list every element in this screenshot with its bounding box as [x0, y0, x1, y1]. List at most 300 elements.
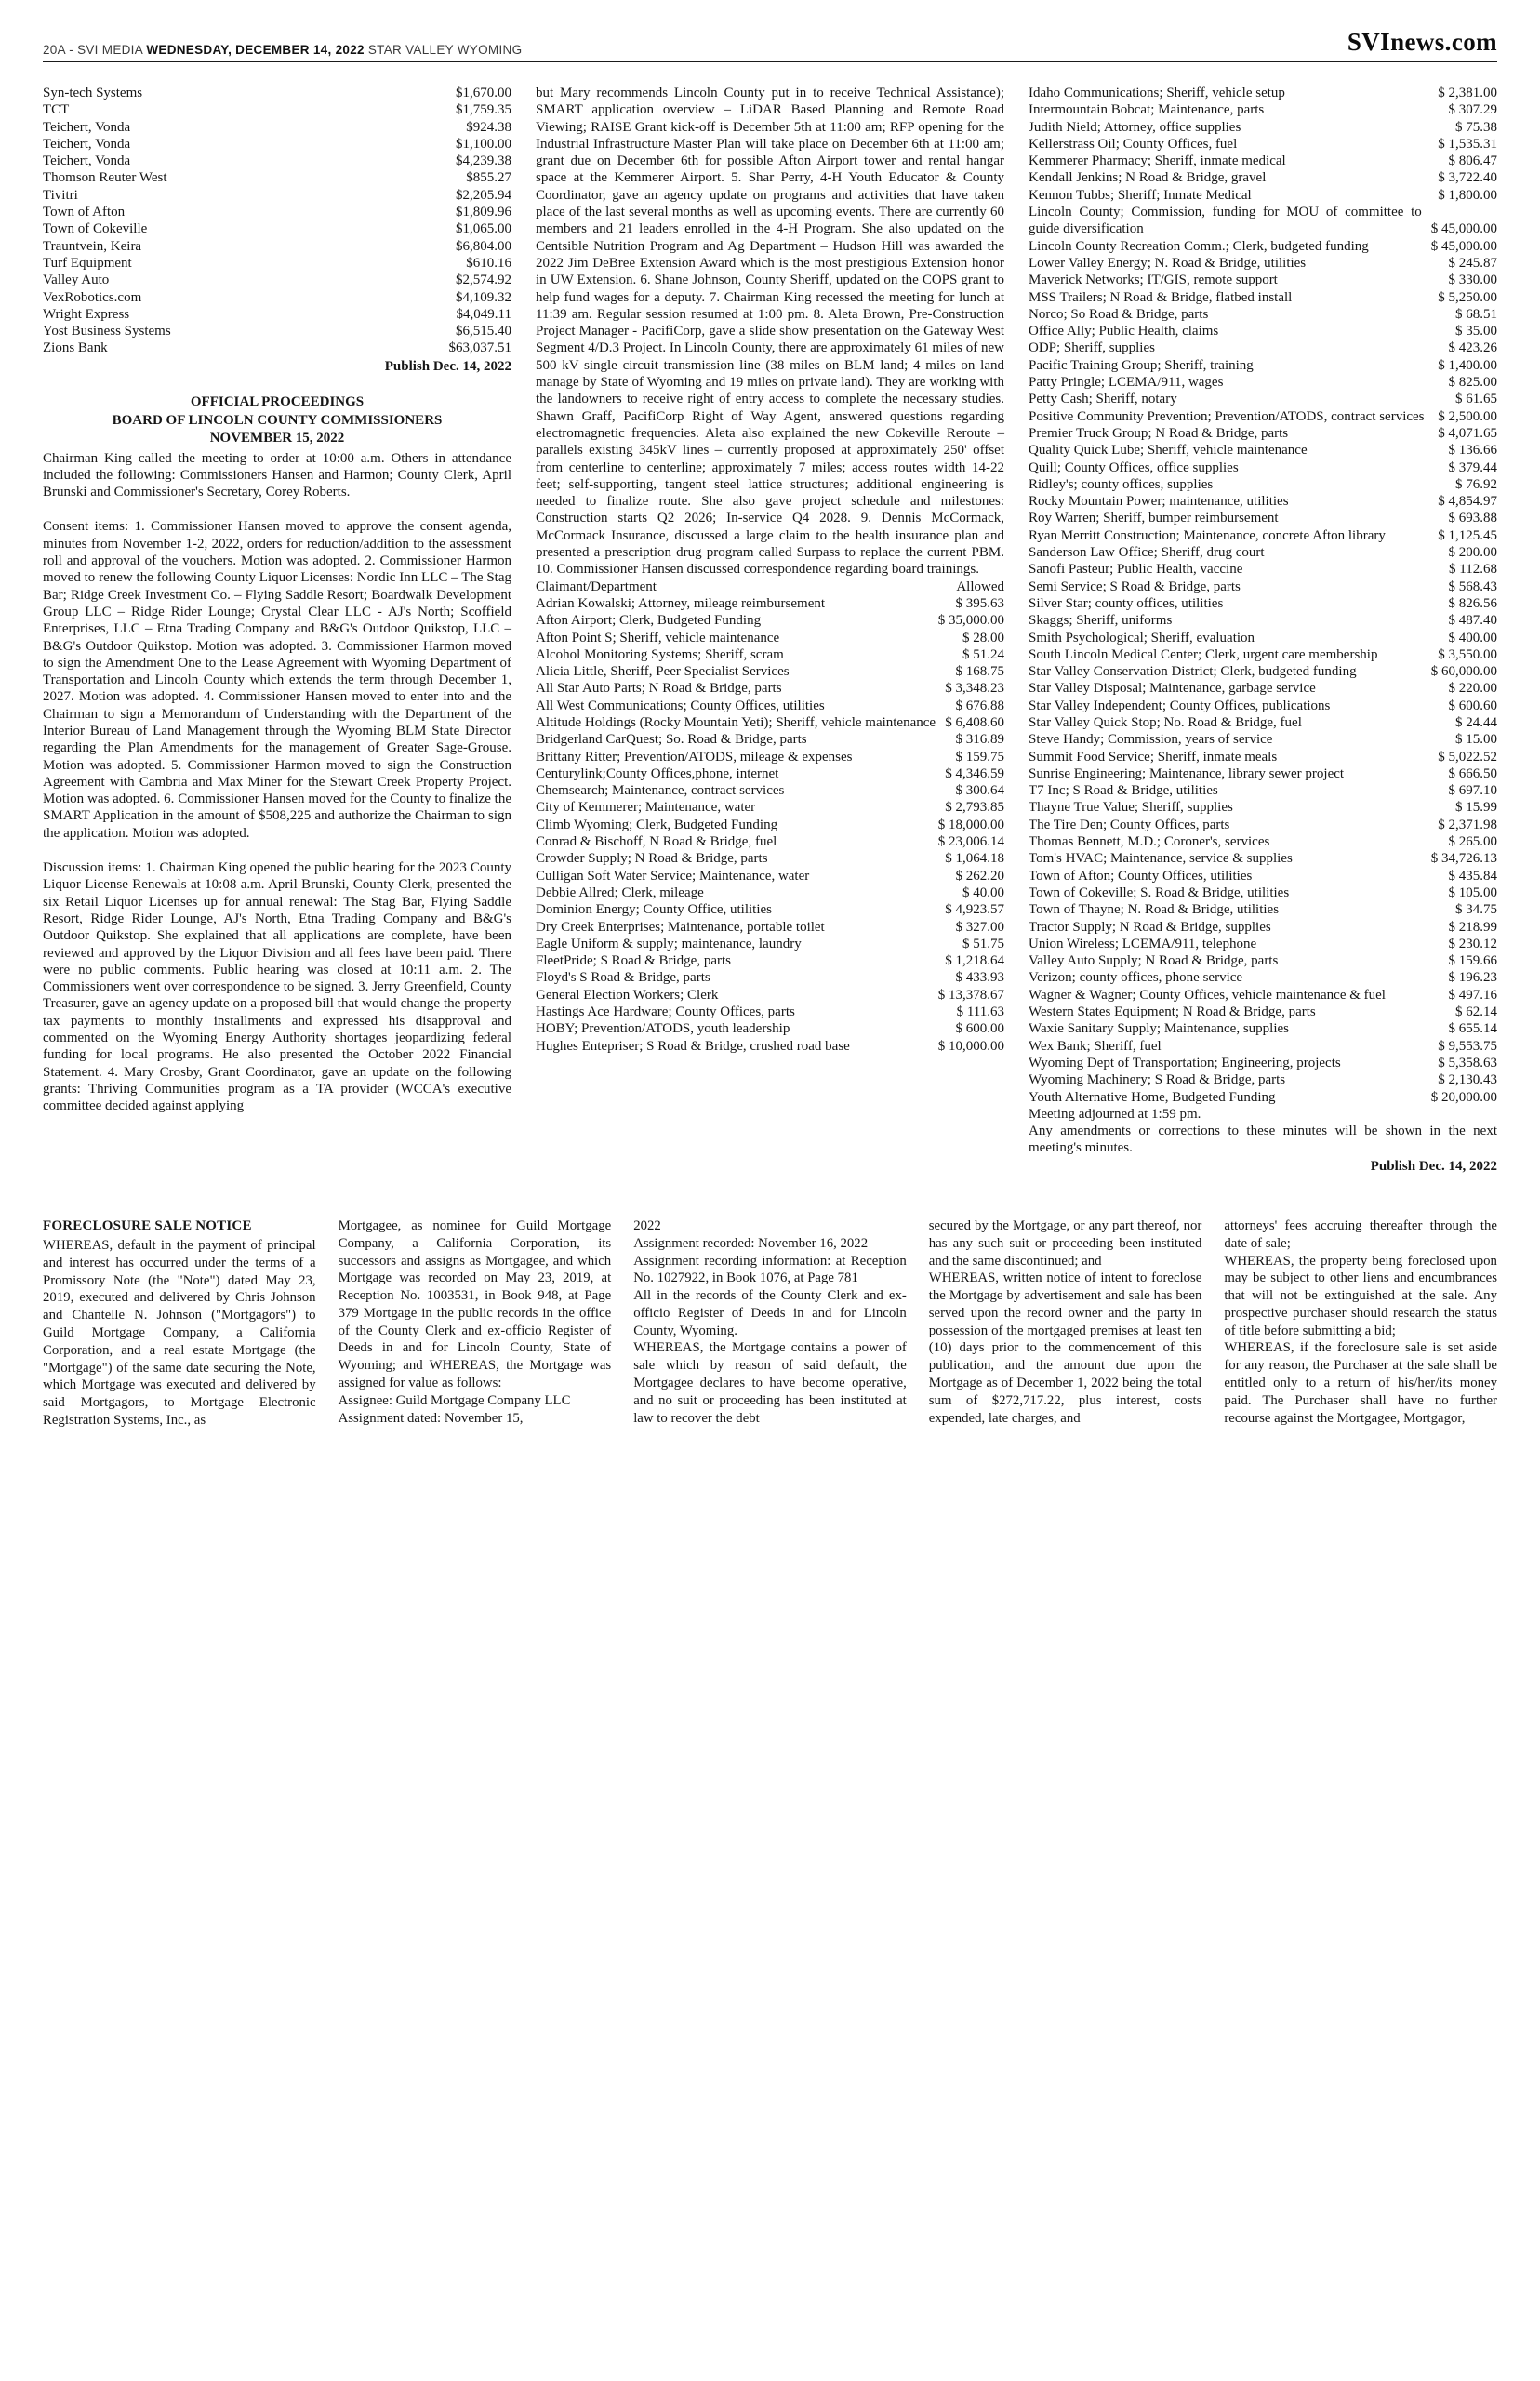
proceedings-heading-2: BOARD OF LINCOLN COUNTY COMMISSIONERS	[112, 412, 443, 428]
claim-row	[1029, 799, 1497, 816]
claim-amount: $ 105.00	[1448, 885, 1497, 900]
claim-row	[536, 646, 1004, 663]
claim-amount: $ 15.00	[1455, 732, 1497, 748]
claimant-name: The Tire Den; County Offices, parts	[1029, 817, 1230, 832]
claimant-name: Chemsearch; Maintenance, contract services	[536, 783, 785, 799]
claim-amount: $ 6,408.60	[945, 714, 1004, 730]
claimant-name: Premier Truck Group; N Road & Bridge, parts	[1029, 425, 1289, 441]
claim-row	[536, 817, 1004, 833]
payee-name: Zions Bank	[43, 340, 108, 356]
foreclosure-col-5	[1224, 1217, 1497, 1430]
claim-amount: $ 230.12	[1448, 936, 1497, 951]
payment-row	[43, 169, 511, 186]
publish-date: Publish Dec. 14, 2022	[384, 358, 511, 374]
foreclosure-paragraph: 2022	[633, 1218, 661, 1233]
claimant-name: General Election Workers; Clerk	[536, 987, 719, 1003]
claim-amount: $ 4,346.59	[945, 765, 1004, 781]
claim-amount: $ 24.44	[1455, 714, 1497, 730]
claim-row	[1029, 169, 1497, 186]
claim-amount: $ 262.20	[955, 868, 1004, 884]
claim-row	[536, 799, 1004, 816]
claimant-name: Floyd's S Road & Bridge, parts	[536, 970, 710, 986]
payment-row	[43, 339, 511, 356]
payment-row	[43, 323, 511, 339]
claim-row	[536, 901, 1004, 918]
claimant-name: Maverick Networks; IT/GIS, remote support	[1029, 273, 1278, 288]
payment-row	[43, 85, 511, 101]
payee-name: Valley Auto	[43, 273, 110, 288]
claim-amount: $ 20,000.00	[1430, 1089, 1497, 1105]
consent-items-paragraph: Consent items: 1. Commissioner Hansen moved to approve the consent agenda, minutes from November 1-2, 2022, orders for reduction/addition to the assessment roll and approval of the vouchers. Motion was adopted. 2. Commissioner Harmon moved to renew the following County Liquor Licenses: Nordic Inn LLC – The Stag Bar; Ridge Creek Investment Co. – Flying Saddle Resort; Boardwalk Development Group LLC – Ridge Rider Lounge; Crystal Clear LLC - AJ's North; Scoffield Enterprises, LLC – Etna Trading Company and B&G's Outdoor Quikstop, LLC – B&G's Outdoor Quikstop. Motion was adopted. 3. Commissioner Harmon moved to sign the Amendment One to the Lease Agreement with Wyoming Department of Transportation and Lincoln County which extends the term through December 1, 2027. Motion was adopted. 4. Commissioner Hansen moved to enter into and the Chairman to sign a Memorandum of Understanding with the Department of the Interior Bureau of Land Management through the Wyoming BLM State Director regarding the Plan Amendments for the management of Greater Sage-Grouse. Motion was adopted. 5. Commissioner Harmon moved to sign the Construction Agreement with Cambria and Max Miner for the Stewart Creek Property Project. Motion was adopted. 6. Commissioner Hansen moved for the County to finalize the SMART Application in the amount of $508,225 and authorize the Chairman to sign the application. Motion was adopted.	[43, 519, 511, 841]
claimant-name: Petty Cash; Sheriff, notary	[1029, 392, 1177, 407]
adjournment-line: Meeting adjourned at 1:59 pm.	[1029, 1106, 1201, 1122]
claim-row	[536, 969, 1004, 986]
claim-amount: $ 40.00	[962, 885, 1004, 900]
claimant-name: Quill; County Offices, office supplies	[1029, 459, 1239, 475]
payment-amount: $4,239.38	[456, 153, 511, 169]
payment-amount: $2,574.92	[456, 273, 511, 288]
claims-list-a	[536, 595, 1004, 1055]
claim-row	[1029, 527, 1497, 544]
claim-amount: $ 300.64	[955, 783, 1004, 799]
discussion-items-paragraph: Discussion items: 1. Chairman King opened the public hearing for the 2023 County Liquor License Renewals at 10:08 a.m. April Brunski, County Clerk, presented the six Retail Liquor Licenses up for annual renewal: The Stag Bar, Flying Saddle Resort, Ridge Rider Lounge, AJ's North, Etna Trading Company and B&G's Outdoor Quikstop. She explained that all applications are complete, have been reviewed and approved by the Liquor Division and all fees have been paid. There were no public comments. Public hearing was closed at 10:11 a.m. 2. The Commissioners went over correspondence to be signed. 3. Jerry Greenfield, County Treasurer, gave an agency update on a proposed bill that would change the property tax payments to monthly installments and expressed his disapproval and commented on the Wyoming Energy Authority shortages jeopardizing federal funding for local programs. He also presented the October 2022 Financial Statement. 4. Mary Crosby, Grant Coordinator, gave an update on the following grants: Thriving Communities program as a TA provider (WCCA's executive committee decided against applying	[43, 860, 511, 1114]
payee-name: TCT	[43, 102, 70, 118]
claim-row	[1029, 85, 1497, 101]
claimant-name: Thomas Bennett, M.D.; Coroner's, services	[1029, 834, 1270, 850]
claim-amount: $ 13,378.67	[937, 987, 1004, 1003]
claim-amount: $ 600.60	[1448, 698, 1497, 713]
payee-name: Teichert, Vonda	[43, 119, 131, 135]
payment-row	[43, 306, 511, 323]
claim-row	[1029, 680, 1497, 697]
claimant-name: Quality Quick Lube; Sheriff, vehicle maintenance	[1029, 443, 1308, 459]
claim-row	[1029, 544, 1497, 561]
foreclosure-paragraph: Mortgagee, as nominee for Guild Mortgage Company, a California Corporation, its successors and assigns as Mortgagee, and which Mortgage was recorded on May 23, 2019, at Reception No. 1003531, in Book 948, at Page 379 Mortgage in the public records in the office of the County Clerk and ex-officio Register of Deeds in and for Lincoln County, State of Wyoming; and WHEREAS, the Mortgage was assigned for value as follows:	[338, 1218, 612, 1391]
foreclosure-paragraph: WHEREAS, written notice of intent to foreclose the Mortgage by advertisement and sale has been served upon the record owner and the party in possession of the mortgaged premises at least ten (10) days prior to the commencement of this publication, and the amount due upon the Mortgage as of December 1, 2022 being the total sum of $272,717.22, plus interest, costs expended, late charges, and	[928, 1270, 1202, 1426]
claimant-name: Town of Thayne; N. Road & Bridge, utilities	[1029, 902, 1280, 918]
payee-name: Wright Express	[43, 306, 130, 322]
claim-row	[1029, 408, 1497, 425]
claim-amount: $ 826.56	[1448, 595, 1497, 611]
claim-amount: $ 2,793.85	[945, 800, 1004, 816]
claim-amount: $ 487.40	[1448, 613, 1497, 629]
claimant-name: Kennon Tubbs; Sheriff; Inmate Medical	[1029, 187, 1252, 203]
payment-amount: $1,809.96	[456, 205, 511, 220]
claim-amount: $ 825.00	[1448, 375, 1497, 391]
claim-row	[1029, 204, 1497, 238]
claim-row	[1029, 595, 1497, 612]
claim-amount: $ 400.00	[1448, 630, 1497, 645]
payment-amount: $4,109.32	[456, 289, 511, 305]
claim-amount: $ 316.89	[955, 732, 1004, 748]
foreclosure-paragraph: WHEREAS, default in the payment of principal and interest has occurred under the terms of a Promissory Note (the "Note") dated May 23, 2019, executed and delivered by Chris Johnson and Chantelle N. Johnson ("Mortgagors") to Guild Mortgage Company, a California Corporation, and a real estate Mortgage (the "Mortgage") of the same date securing the Note, which Mortgage was executed and delivered by said Mortgagors, to Mortgage Electronic Registration Systems, Inc., as	[43, 1238, 316, 1428]
claim-amount: $ 45,000.00	[1430, 221, 1497, 237]
site-logo: SVInews.com	[1347, 28, 1497, 56]
claim-row	[1029, 850, 1497, 867]
payee-name: VexRobotics.com	[43, 289, 142, 305]
claim-amount: $ 75.38	[1455, 119, 1497, 135]
foreclosure-col-3-paragraphs	[633, 1217, 907, 1427]
claim-amount: $ 497.16	[1448, 987, 1497, 1003]
column-2	[536, 85, 1004, 1175]
claimant-name: Sunrise Engineering; Maintenance, library sewer project	[1029, 765, 1345, 781]
claimant-name: All Star Auto Parts; N Road & Bridge, parts	[536, 681, 782, 697]
claim-row	[1029, 187, 1497, 204]
claim-row	[1029, 339, 1497, 356]
payment-amount: $4,049.11	[456, 306, 511, 322]
proceedings-heading-3: NOVEMBER 15, 2022	[209, 431, 345, 446]
claimant-name: Wyoming Dept of Transportation; Engineering, projects	[1029, 1055, 1341, 1071]
claimant-name: Norco; So Road & Bridge, parts	[1029, 306, 1209, 322]
claim-row	[536, 952, 1004, 969]
claim-row	[536, 749, 1004, 765]
claimant-name: Summit Food Service; Sheriff, inmate meals	[1029, 749, 1278, 765]
foreclosure-paragraph: WHEREAS, the property being foreclosed upon may be subject to other liens and encumbrances that will not be extinguished at the sale. Any prospective purchaser should research the status of title before submitting a bid;	[1224, 1253, 1497, 1338]
foreclosure-col-3	[633, 1217, 907, 1430]
claim-row	[536, 595, 1004, 612]
claim-row	[1029, 561, 1497, 578]
foreclosure-title: FORECLOSURE SALE NOTICE	[43, 1218, 252, 1233]
claim-row	[1029, 119, 1497, 136]
claimant-name: Alicia Little, Sheriff, Peer Specialist Services	[536, 664, 790, 680]
claim-amount: $ 2,130.43	[1438, 1072, 1497, 1088]
claimant-name: T7 Inc; S Road & Bridge, utilities	[1029, 783, 1218, 799]
publish-date: Publish Dec. 14, 2022	[1370, 1158, 1497, 1174]
claimant-name: Debbie Allred; Clerk, mileage	[536, 885, 704, 900]
claim-amount: $ 3,348.23	[945, 681, 1004, 697]
claim-row	[536, 663, 1004, 680]
claim-row	[1029, 1004, 1497, 1020]
claimant-name: Hastings Ace Hardware; County Offices, parts	[536, 1004, 795, 1020]
payment-row	[43, 220, 511, 237]
claim-row	[536, 885, 1004, 901]
claimant-name: Positive Community Prevention; Prevention/ATODS, contract services	[1029, 408, 1425, 424]
claimant-name: Skaggs; Sheriff, uniforms	[1029, 613, 1173, 629]
claimant-name: Hughes Entepriser; S Road & Bridge, crushed road base	[536, 1038, 850, 1054]
payee-name: Teichert, Vonda	[43, 153, 131, 169]
claim-row	[1029, 731, 1497, 748]
claimant-name: Ridley's; county offices, supplies	[1029, 476, 1214, 492]
claim-row	[1029, 1038, 1497, 1055]
payee-name: Town of Afton	[43, 205, 126, 220]
claim-row	[1029, 663, 1497, 680]
claimant-name: Star Valley Conservation District; Clerk, budgeted funding	[1029, 664, 1357, 680]
claimant-name: Altitude Holdings (Rocky Mountain Yeti); Sheriff, vehicle maintenance	[536, 714, 936, 730]
claims-header-allowed: Allowed	[956, 579, 1004, 594]
claim-amount: $ 168.75	[955, 664, 1004, 680]
foreclosure-col-1-paragraphs	[43, 1237, 316, 1430]
claims-list-b	[1029, 85, 1497, 1106]
foreclosure-paragraph: All in the records of the County Clerk and ex-officio Register of Deeds in and for Lincoln County, Wyoming.	[633, 1288, 907, 1338]
claimant-name: Dominion Energy; County Office, utilities	[536, 902, 773, 918]
claim-amount: $ 15.99	[1455, 800, 1497, 816]
claimant-name: Lincoln County; Commission, funding for MOU of committee to guide diversification	[1029, 205, 1422, 237]
payment-row	[43, 136, 511, 153]
claim-amount: $ 307.29	[1448, 102, 1497, 118]
claim-row	[536, 765, 1004, 782]
claim-row	[1029, 952, 1497, 969]
foreclosure-col-2-paragraphs	[339, 1217, 612, 1427]
claim-amount: $ 136.66	[1448, 443, 1497, 459]
claim-amount: $ 159.75	[955, 749, 1004, 765]
discussion-continued-paragraph: but Mary recommends Lincoln County put in to receive Technical Assistance); SMART application overview – LiDAR Based Planning and Remote Road Viewing; RAISE Grant kick-off is December 5th at 11:00 am; RFP opening for the Industrial Infrastructure Master Plan will take place on December 6th at 11:00 am; grant due on December 6th for possible Afton Airport tower and rental hangar space at the Kemmerer Airport. 5. Shar Perry, 4-H Youth Educator & County Coordinator, gave an agency update on programs and activities that have taken place of the last several months as well as upcoming events. There are currently 60 members and 21 leaders enrolled in the 4-H Program. She also updated on the Centsible Nutrition Program and Ag Department – Hudson Hill was awarded the 2022 Jim DeBree Extension Award which is the most prestigious Extension honor in UW Extension. 6. Shane Johnson, County Sheriff, updated on the COPS grant to help fund wages for a deputy. 7. Chairman King recessed the meeting for lunch at 11:39 am. Regular session resumed at 1:00 pm. 8. Aleta Brown, Pre-Construction Project Manager - PacifiCorp, gave a slide show presentation on the Gateway West Segment 4/D.3 Project. In Lincoln County, there are approximately 61 miles of new 500 kV single circuit transmission line (38 miles on BLM land; 4 miles on land manage by State of Wyoming and 19 miles on private land). They are working with the landowners to receive right of entry access to complete the necessary studies. Shawn Graff, PacifiCorp Right of Way Agent, answered questions regarding electromagnetic frequencies. Aleta also explained the new Cokeville Reroute – parallels existing 345kV lines – currently proposed at approximately 250' offset from centerline to centerline; approximately 7 miles; access routes width 14-22 feet; self-supporting, tangent steel lattice structures; additional engineering is needed to finalize route. She also gave project schedule and milestones: Construction starts Q2 2026; In-service Q4 2028. 9. Dennis McCormack, McCormack Insurance, discussed a large claim to the health insurance plan and presented a prescription drug program called Surpass to replace the current PBM. 10. Commissioner Hansen discussed correspondence regarding board trainings.	[536, 86, 1004, 578]
claimant-name: Climb Wyoming; Clerk, Budgeted Funding	[536, 817, 778, 832]
claim-amount: $ 1,064.18	[945, 851, 1004, 867]
claim-row	[1029, 630, 1497, 646]
claimant-name: Sanderson Law Office; Sheriff, drug court	[1029, 545, 1265, 561]
claim-row	[536, 630, 1004, 646]
claim-row	[536, 919, 1004, 936]
claim-amount: $ 697.10	[1448, 783, 1497, 799]
claim-amount: $ 35.00	[1455, 324, 1497, 339]
claim-row	[1029, 153, 1497, 169]
claim-row	[1029, 765, 1497, 782]
claim-amount: $ 245.87	[1448, 255, 1497, 271]
claimant-name: ODP; Sheriff, supplies	[1029, 340, 1155, 356]
payment-row	[43, 204, 511, 220]
foreclosure-col-4-paragraphs	[929, 1217, 1202, 1427]
claim-row	[1029, 987, 1497, 1004]
vendor-payment-list	[43, 85, 511, 357]
claimant-name: Tom's HVAC; Maintenance, service & supplies	[1029, 851, 1293, 867]
claim-row	[1029, 885, 1497, 901]
claimant-name: City of Kemmerer; Maintenance, water	[536, 800, 756, 816]
claim-row	[1029, 357, 1497, 374]
claimant-name: Centurylink;County Offices,phone, internet	[536, 765, 779, 781]
claim-row	[1029, 374, 1497, 391]
claim-amount: $ 379.44	[1448, 459, 1497, 475]
claimant-name: Afton Point S; Sheriff, vehicle maintenance	[536, 630, 780, 645]
claimant-name: Judith Nield; Attorney, office supplies	[1029, 119, 1241, 135]
claim-row	[1029, 238, 1497, 255]
claim-amount: $ 4,854.97	[1438, 494, 1497, 510]
claim-amount: $ 3,550.00	[1438, 646, 1497, 662]
page-header	[43, 28, 1497, 62]
claimant-name: South Lincoln Medical Center; Clerk, urgent care membership	[1029, 646, 1378, 662]
payment-amount: $924.38	[466, 119, 511, 135]
claim-row	[1029, 272, 1497, 288]
foreclosure-paragraph: Assignment recorded: November 16, 2022	[633, 1235, 869, 1251]
payment-row	[43, 101, 511, 118]
payee-name: Trauntvein, Keira	[43, 238, 142, 254]
claim-row	[1029, 833, 1497, 850]
claim-row	[1029, 936, 1497, 952]
claim-amount: $ 327.00	[955, 919, 1004, 935]
claim-row	[1029, 919, 1497, 936]
payee-name: Yost Business Systems	[43, 324, 171, 339]
claimant-name: Town of Afton; County Offices, utilities	[1029, 868, 1253, 884]
claim-amount: $ 1,400.00	[1438, 357, 1497, 373]
claimant-name: Roy Warren; Sheriff, bumper reimbursement	[1029, 511, 1279, 526]
claim-row	[1029, 459, 1497, 476]
claimant-name: Wex Bank; Sheriff, fuel	[1029, 1038, 1162, 1054]
claimant-name: MSS Trailers; N Road & Bridge, flatbed install	[1029, 289, 1293, 305]
claimant-name: Star Valley Disposal; Maintenance, garbage service	[1029, 681, 1316, 697]
claim-amount: $ 111.63	[956, 1004, 1004, 1020]
claim-amount: $ 3,722.40	[1438, 170, 1497, 186]
claim-row	[536, 868, 1004, 885]
foreclosure-paragraph: Assignee: Guild Mortgage Company LLC	[338, 1392, 571, 1408]
claimant-name: Sanofi Pasteur; Public Health, vaccine	[1029, 562, 1243, 578]
claim-row	[1029, 425, 1497, 442]
payment-row	[43, 238, 511, 255]
payment-row	[43, 153, 511, 169]
claim-row	[1029, 493, 1497, 510]
claim-amount: $ 68.51	[1455, 306, 1497, 322]
claimant-name: Office Ally; Public Health, claims	[1029, 324, 1219, 339]
claimant-name: All West Communications; County Offices, utilities	[536, 698, 825, 713]
claim-row	[1029, 612, 1497, 629]
claimant-name: Adrian Kowalski; Attorney, mileage reimbursement	[536, 595, 826, 611]
claimant-name: Steve Handy; Commission, years of service	[1029, 732, 1273, 748]
claim-row	[1029, 476, 1497, 493]
claim-row	[1029, 782, 1497, 799]
claim-amount: $ 1,800.00	[1438, 187, 1497, 203]
claimant-name: Tractor Supply; N Road & Bridge, supplies	[1029, 919, 1271, 935]
foreclosure-paragraph: secured by the Mortgage, or any part thereof, nor has any such suit or proceeding been instituted and the same discontinued; and	[928, 1218, 1202, 1269]
claim-row	[536, 936, 1004, 952]
claim-amount: $ 2,371.98	[1438, 817, 1497, 832]
claim-row	[1029, 817, 1497, 833]
official-proceedings-section	[43, 85, 1497, 1175]
claimant-name: Brittany Ritter; Prevention/ATODS, mileage & expenses	[536, 749, 853, 765]
foreclosure-paragraph: attorneys' fees accruing thereafter through the date of sale;	[1224, 1218, 1497, 1251]
column-3	[1029, 85, 1497, 1175]
claim-amount: $ 9,553.75	[1438, 1038, 1497, 1054]
claimant-name: Rocky Mountain Power; maintenance, utilities	[1029, 494, 1289, 510]
claimant-name: Patty Pringle; LCEMA/911, wages	[1029, 375, 1224, 391]
claim-row	[1029, 1089, 1497, 1106]
proceedings-heading-block	[43, 393, 511, 448]
claim-row	[1029, 306, 1497, 323]
claim-row	[536, 612, 1004, 629]
foreclosure-col-1	[43, 1217, 316, 1430]
claim-row	[1029, 101, 1497, 118]
claim-amount: $ 2,500.00	[1438, 408, 1497, 424]
claim-amount: $ 196.23	[1448, 970, 1497, 986]
foreclosure-col-5-paragraphs	[1224, 1217, 1497, 1427]
claim-amount: $ 62.14	[1455, 1004, 1497, 1020]
claim-amount: $ 676.88	[955, 698, 1004, 713]
claim-amount: $ 45,000.00	[1430, 238, 1497, 254]
proceedings-heading-1: OFFICIAL PROCEEDINGS	[190, 394, 365, 410]
column-1	[43, 85, 511, 1175]
claim-amount: $ 600.00	[955, 1021, 1004, 1037]
claim-row	[536, 731, 1004, 748]
claim-row	[1029, 323, 1497, 339]
claimant-name: Verizon; county offices, phone service	[1029, 970, 1243, 986]
claim-amount: $ 265.00	[1448, 834, 1497, 850]
claim-amount: $ 18,000.00	[937, 817, 1004, 832]
foreclosure-paragraph: Assignment recording information: at Reception No. 1027922, in Book 1076, at Page 781	[633, 1253, 907, 1286]
payment-amount: $6,515.40	[456, 324, 511, 339]
claim-amount: $ 2,381.00	[1438, 86, 1497, 100]
claim-row	[1029, 289, 1497, 306]
payment-amount: $2,205.94	[456, 187, 511, 203]
claim-amount: $ 5,358.63	[1438, 1055, 1497, 1071]
claim-row	[1029, 969, 1497, 986]
claim-row	[536, 1004, 1004, 1020]
claim-row	[1029, 510, 1497, 526]
amendments-note: Any amendments or corrections to these minutes will be shown in the next meeting's minutes.	[1029, 1124, 1497, 1156]
claim-row	[536, 833, 1004, 850]
claim-row	[1029, 442, 1497, 459]
claim-amount: $ 1,125.45	[1438, 527, 1497, 543]
claim-amount: $ 395.63	[955, 595, 1004, 611]
claimant-name: Thayne True Value; Sheriff, supplies	[1029, 800, 1233, 816]
claimant-name: Star Valley Independent; County Offices, publications	[1029, 698, 1331, 713]
claim-amount: $ 76.92	[1455, 476, 1497, 492]
claim-amount: $ 806.47	[1448, 153, 1497, 169]
claim-row	[536, 987, 1004, 1004]
claim-amount: $ 35,000.00	[937, 613, 1004, 629]
claimant-name: Kellerstrass Oil; County Offices, fuel	[1029, 136, 1238, 152]
claim-amount: $ 666.50	[1448, 765, 1497, 781]
claimant-name: Kemmerer Pharmacy; Sheriff, inmate medical	[1029, 153, 1286, 169]
claim-amount: $ 23,006.14	[937, 834, 1004, 850]
claim-row	[1029, 391, 1497, 407]
claim-row	[1029, 579, 1497, 595]
claimant-name: Silver Star; county offices, utilities	[1029, 595, 1224, 611]
claimant-name: Bridgerland CarQuest; So. Road & Bridge, parts	[536, 732, 807, 748]
payment-row	[43, 289, 511, 306]
claim-amount: $ 5,022.52	[1438, 749, 1497, 765]
claimant-name: Town of Cokeville; S. Road & Bridge, utilities	[1029, 885, 1290, 900]
claim-row	[536, 782, 1004, 799]
payee-name: Tivitri	[43, 187, 78, 203]
foreclosure-notice-section	[43, 1217, 1497, 1430]
claim-row	[1029, 901, 1497, 918]
claim-amount: $ 1,218.64	[945, 953, 1004, 969]
claim-amount: $ 4,071.65	[1438, 425, 1497, 441]
claim-amount: $ 112.68	[1449, 562, 1497, 578]
foreclosure-paragraph: Assignment dated: November 15,	[338, 1410, 524, 1426]
issue-date: WEDNESDAY, DECEMBER 14, 2022	[146, 43, 365, 57]
claim-row	[1029, 1071, 1497, 1088]
claim-amount: $ 218.99	[1448, 919, 1497, 935]
claim-amount: $ 1,535.31	[1438, 136, 1497, 152]
claimant-name: Youth Alternative Home, Budgeted Funding	[1029, 1089, 1276, 1105]
claim-amount: $ 159.66	[1448, 953, 1497, 969]
claimant-name: Kendall Jenkins; N Road & Bridge, gravel	[1029, 170, 1267, 186]
claim-row	[1029, 749, 1497, 765]
claimant-name: Western States Equipment; N Road & Bridge, parts	[1029, 1004, 1316, 1020]
claims-table-header	[536, 579, 1004, 595]
claim-row	[536, 680, 1004, 697]
claimant-name: Conrad & Bischoff, N Road & Bridge, fuel	[536, 834, 777, 850]
claimant-name: Valley Auto Supply; N Road & Bridge, parts	[1029, 953, 1279, 969]
claim-amount: $ 423.26	[1448, 340, 1497, 356]
claimant-name: Star Valley Quick Stop; No. Road & Bridge, fuel	[1029, 714, 1302, 730]
claim-amount: $ 435.84	[1448, 868, 1497, 884]
claim-amount: $ 51.24	[962, 646, 1004, 662]
claims-header-claimant: Claimant/Department	[536, 579, 657, 594]
claimant-name: Semi Service; S Road & Bridge, parts	[1029, 579, 1241, 594]
payment-amount: $63,037.51	[448, 340, 511, 356]
location-label: STAR VALLEY WYOMING	[364, 43, 523, 57]
claim-row	[1029, 714, 1497, 731]
claim-row	[1029, 868, 1497, 885]
claim-row	[536, 714, 1004, 731]
claimant-name: Wyoming Machinery; S Road & Bridge, parts	[1029, 1072, 1286, 1088]
claim-amount: $ 10,000.00	[937, 1038, 1004, 1054]
payee-name: Syn-tech Systems	[43, 86, 143, 100]
claimant-name: FleetPride; S Road & Bridge, parts	[536, 953, 731, 969]
payment-amount: $6,804.00	[456, 238, 511, 254]
claim-amount: $ 433.93	[955, 970, 1004, 986]
claim-amount: $ 693.88	[1448, 511, 1497, 526]
payment-amount: $1,759.35	[456, 102, 511, 118]
